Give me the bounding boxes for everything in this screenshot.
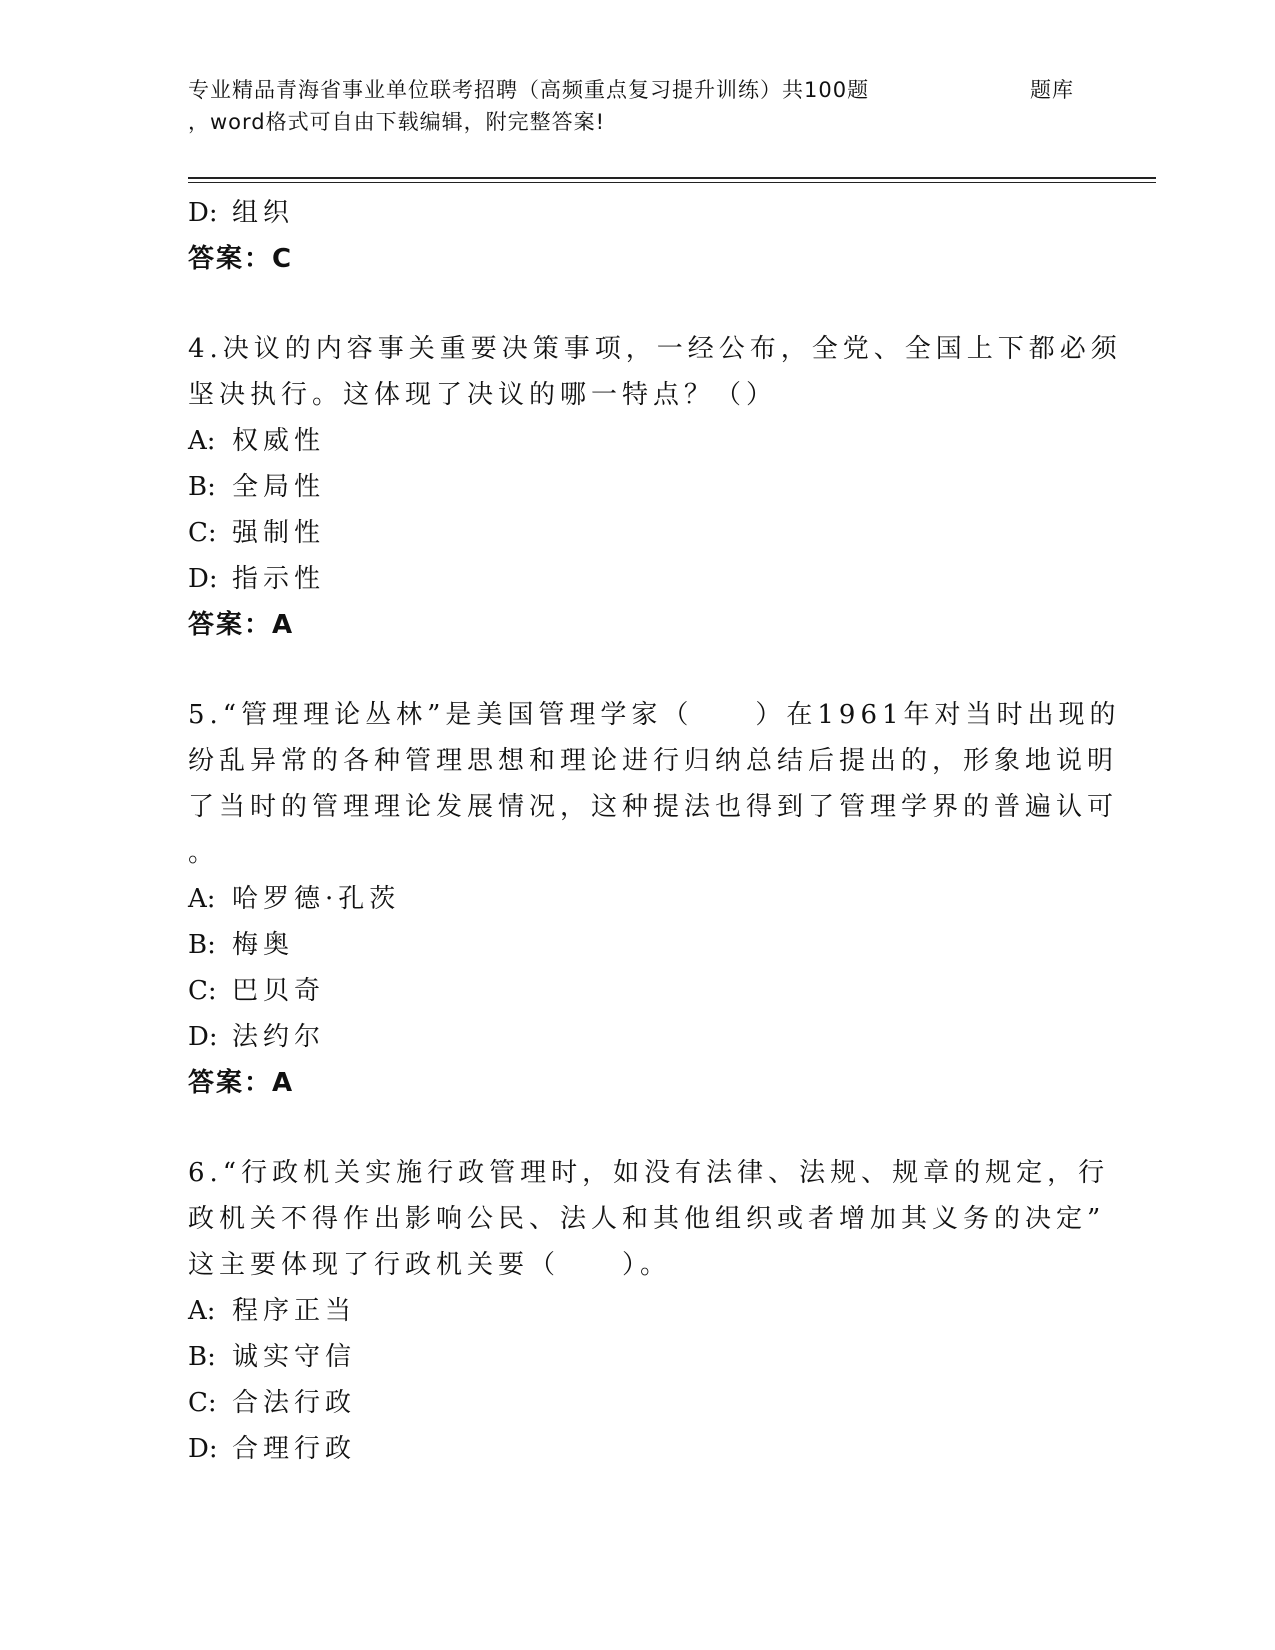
question-stem-line: 坚决执行。这体现了决议的哪一特点？（） — [188, 380, 778, 410]
option-a: A: 哈罗德·孔茨 — [188, 884, 401, 914]
page-header — [188, 74, 1078, 138]
option-b: B: 全局性 — [188, 472, 326, 502]
question-stem-line: 5.“管理理论丛林”是美国管理学家（ ）在1961年对当时出现的 — [188, 700, 1121, 730]
option-c: C: 合法行政 — [188, 1388, 357, 1418]
question-stem-line: 纷乱异常的各种管理思想和理论进行归纳总结后提出的，形象地说明 — [188, 746, 1119, 776]
question-stem-line: 这主要体现了行政机关要（ ）。 — [188, 1250, 672, 1280]
option-a: A: 程序正当 — [188, 1296, 357, 1326]
option-b: B: 诚实守信 — [188, 1342, 357, 1372]
answer: 答案：C — [188, 244, 294, 274]
question-list — [188, 190, 1122, 1472]
document-subtitle: ，word格式可自由下载编辑，附完整答案! — [188, 110, 606, 134]
option-d: D: 指示性 — [188, 564, 326, 594]
option-d: D: 组织 — [188, 198, 295, 228]
header-divider — [188, 177, 1156, 179]
question-4 — [188, 326, 1122, 648]
option-d: D: 法约尔 — [188, 1022, 326, 1052]
option-b: B: 梅奥 — [188, 930, 295, 960]
option-a: A: 权威性 — [188, 426, 326, 456]
library-label: 题库 — [1030, 78, 1074, 102]
option-d: D: 合理行政 — [188, 1434, 357, 1464]
prev-question — [188, 190, 1088, 282]
option-c: C: 强制性 — [188, 518, 326, 548]
header-divider-thin — [188, 182, 1156, 183]
answer: 答案：A — [188, 610, 295, 640]
answer: 答案：A — [188, 1068, 295, 1098]
question-stem-line: 4.决议的内容事关重要决策事项，一经公布，全党、全国上下都必须 — [188, 334, 1122, 364]
question-stem-line: 政机关不得作出影响公民、法人和其他组织或者增加其义务的决定” — [188, 1204, 1106, 1234]
document-title: 专业精品青海省事业单位联考招聘（高频重点复习提升训练）共100题 — [188, 78, 870, 102]
question-6 — [188, 1150, 1110, 1472]
question-5 — [188, 692, 1121, 1106]
question-stem-line: 了当时的管理理论发展情况，这种提法也得到了管理学界的普遍认可 — [188, 792, 1119, 822]
question-stem-line: 6.“行政机关实施行政管理时，如没有法律、法规、规章的规定，行 — [188, 1158, 1110, 1188]
question-stem-line: 。 — [188, 838, 220, 868]
option-c: C: 巴贝奇 — [188, 976, 326, 1006]
